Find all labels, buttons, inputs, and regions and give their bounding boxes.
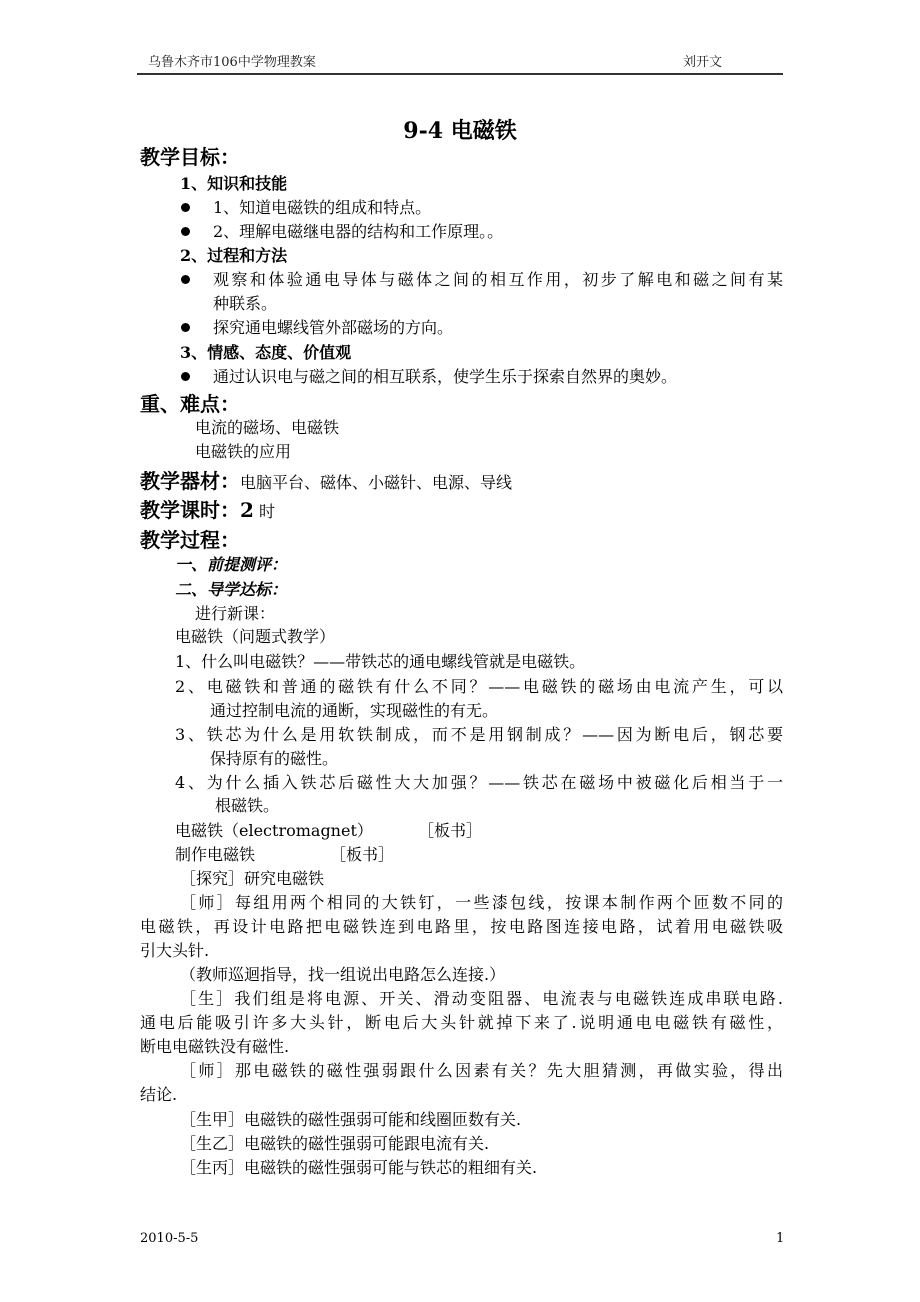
process-step: 二、导学达标：	[175, 580, 288, 599]
body-line: 电磁铁（问题式教学）	[175, 627, 336, 646]
key-points-heading: 重、难点：	[140, 392, 240, 416]
objective-item-continued: 种联系。	[213, 294, 278, 313]
header-author: 刘开文	[683, 55, 723, 70]
body-line: 通电后能吸引许多大头针，断电后大头针就掉下来了.说明通电电磁铁有磁性，	[140, 1013, 783, 1032]
objective-section-heading: 1、知识和技能	[180, 174, 288, 193]
question-item: 3、铁芯为什么是用软铁制成，而不是用钢制成？——因为断电后，钢芯要	[175, 725, 783, 744]
footer-date: 2010-5-5	[140, 1231, 199, 1246]
body-line: ［探究］研究电磁铁	[180, 869, 325, 888]
objectives-heading: 教学目标：	[140, 145, 240, 169]
header-school: 乌鲁木齐市106中学物理教案	[148, 55, 316, 70]
hours-line	[140, 498, 275, 522]
hours-value: 2	[240, 498, 254, 522]
body-line: ［生乙］电磁铁的磁性强弱可能跟电流有关.	[180, 1134, 490, 1153]
body-line: （教师巡迴指导，找一组说出电路怎么连接.）	[180, 965, 506, 984]
body-line: 进行新课：	[195, 604, 276, 623]
bullet-icon	[181, 227, 190, 236]
board-note: ［板书］	[330, 845, 395, 864]
objective-item: 通过认识电与磁之间的相互联系，使学生乐于探索自然界的奥妙。	[213, 367, 678, 386]
body-line: ［生丙］电磁铁的磁性强弱可能与铁芯的粗细有关.	[180, 1158, 538, 1177]
key-point: 电磁铁的应用	[195, 442, 292, 461]
body-line: ［生甲］电磁铁的磁性强弱可能和线圈匝数有关.	[180, 1110, 522, 1129]
page-title: 9-4 电磁铁	[403, 118, 517, 144]
objective-section-heading: 3、情感、态度、价值观	[180, 343, 352, 362]
objective-item: 探究通电螺线管外部磁场的方向。	[213, 318, 454, 337]
body-line: 电磁铁，再设计电路把电磁铁连到电路里，按电路图连接电路，试着用电磁铁吸	[140, 917, 783, 936]
header-rule	[137, 73, 783, 75]
hours-unit: 时	[259, 502, 276, 521]
bullet-icon	[181, 203, 190, 212]
equipment-line	[140, 469, 512, 493]
question-item: 2、电磁铁和普通的磁铁有什么不同？——电磁铁的磁场由电流产生，可以	[175, 677, 783, 696]
body-line: ［师］每组用两个相同的大铁钉，一些漆包线，按课本制作两个匝数不同的	[180, 893, 783, 912]
question-item-continued: 通过控制电流的通断，实现磁性的有无。	[210, 701, 499, 720]
body-line: 结论.	[140, 1085, 178, 1104]
bullet-icon	[181, 275, 190, 284]
process-heading: 教学过程：	[140, 528, 240, 552]
equipment-value: 电脑平台、磁体、小磁针、电源、导线	[240, 473, 513, 492]
body-line: 引大头针.	[140, 941, 210, 960]
objective-section-heading: 2、过程和方法	[180, 246, 288, 265]
bullet-icon	[181, 372, 190, 381]
body-line: ［生］我们组是将电源、开关、滑动变阻器、电流表与电磁铁连成串联电路.	[180, 989, 783, 1008]
page-number: 1	[776, 1231, 785, 1246]
hours-heading: 教学课时：	[140, 498, 240, 522]
question-item: 4、为什么插入铁芯后磁性大大加强？——铁芯在磁场中被磁化后相当于一	[175, 773, 783, 792]
bullet-icon	[181, 323, 190, 332]
process-step: 一、前提测评：	[175, 555, 288, 574]
objective-item: 1、知道电磁铁的组成和特点。	[213, 198, 432, 217]
objective-item: 2、理解电磁继电器的结构和工作原理。。	[213, 222, 504, 241]
board-note: ［板书］	[418, 821, 483, 840]
equipment-heading: 教学器材：	[140, 469, 240, 493]
body-line: ［师］那电磁铁的磁性强弱跟什么因素有关？先大胆猜测，再做实验，得出	[180, 1061, 783, 1080]
body-line: 断电电磁铁没有磁性.	[140, 1037, 290, 1056]
question-item: 1、什么叫电磁铁？——带铁芯的通电螺线管就是电磁铁。	[175, 652, 586, 671]
body-line: 电磁铁（electromagnet）	[175, 821, 373, 840]
question-item-continued: 根磁铁。	[215, 796, 280, 815]
question-item-continued: 保持原有的磁性。	[210, 749, 339, 768]
body-line: 制作电磁铁	[175, 845, 256, 864]
objective-item: 观察和体验通电导体与磁体之间的相互作用，初步了解电和磁之间有某	[213, 270, 783, 289]
key-point: 电流的磁场、电磁铁	[195, 418, 340, 437]
